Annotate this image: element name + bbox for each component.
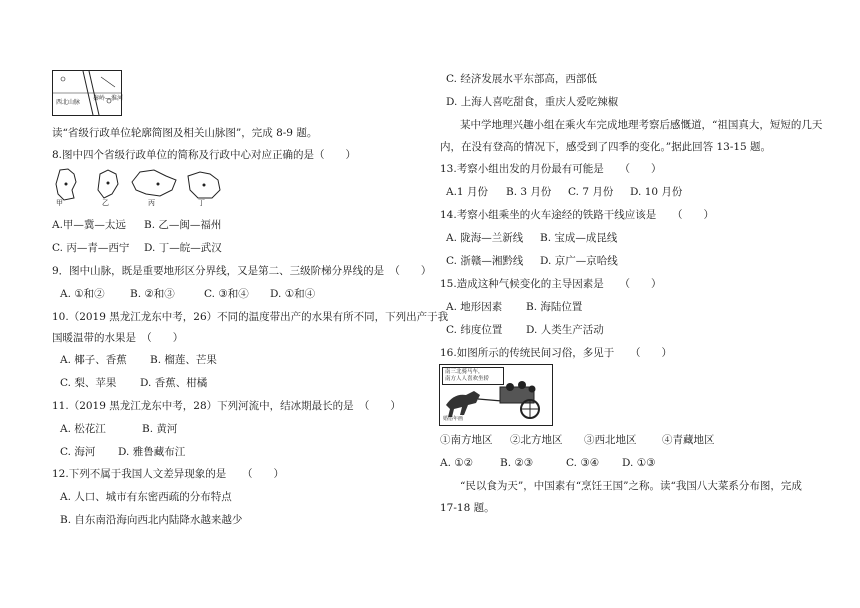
q14-option-d: D. 京广—京哈线 — [540, 255, 618, 267]
q11-option-a: A. 松花江 — [60, 423, 106, 435]
mountain-label-b: 秦岭—淮河 — [93, 95, 124, 102]
q16-region-1: ①南方地区 — [440, 434, 493, 446]
q12-option-a: A. 人口、城市有东密西疏的分布特点 — [60, 491, 232, 503]
q16-option-d: D. ①③ — [622, 457, 656, 469]
q10-option-a: A. 椰子、香蕉 — [60, 354, 127, 366]
q10-stem-2: 国暖温带的水果是 （ ） — [52, 332, 184, 344]
province-yi-label: 乙 — [102, 199, 109, 207]
q10-stem-1: 10.（2019 黑龙江龙东中考，26）不同的温度带出产的水果有所不同，下列出产于我 — [52, 311, 449, 323]
q9-option-a: A. ①和② — [60, 288, 105, 300]
q12-stem: 12.下列不属于我国人文差异现象的是 （ ） — [52, 468, 284, 480]
picture-caption-2: 南方人人喜欢坐轿 — [445, 376, 490, 382]
passage-line-2: 内，在没有登高的情况下，感受到了四季的变化。”据此回答 13-15 题。 — [440, 141, 772, 153]
passage-line-1: 某中学地理兴趣小组在乘火车完成地理考察后感慨道，“祖国真大，短短的几天 — [460, 119, 823, 131]
q9-option-b: B. ②和③ — [130, 288, 175, 300]
mountain-label-a: 西北山脉 — [56, 99, 81, 106]
q10-option-d: D. 香蕉、柑橘 — [140, 377, 208, 389]
picture-footer: 婚俗年画 — [443, 416, 464, 422]
province-ding-shape — [184, 168, 224, 202]
q16-region-4: ④青藏地区 — [662, 434, 715, 446]
mountain-figure-lines — [53, 71, 124, 115]
q10-option-b: B. 榴莲、芒果 — [150, 354, 217, 366]
folk-custom-picture — [439, 364, 553, 426]
q8-option-c: C. 丙—青—西宁 — [52, 242, 130, 254]
q16-option-b: B. ②③ — [500, 457, 534, 469]
province-yi-shape — [94, 168, 124, 202]
mountain-figure — [52, 70, 122, 116]
q16-stem: 16.如图所示的传统民间习俗，多见于 （ ） — [440, 347, 672, 359]
q12-option-b: B. 自东南沿海向西北内陆降水越来越少 — [60, 514, 243, 526]
q13-option-b: B. 3 月份 — [506, 186, 552, 198]
q11-option-c: C. 海河 — [60, 446, 96, 458]
q8-option-d: D. 丁—皖—武汉 — [144, 242, 222, 254]
q13-stem: 13.考察小组出发的月份最有可能是 （ ） — [440, 163, 662, 175]
q12-option-d: D. 上海人喜吃甜食，重庆人爱吃辣椒 — [446, 96, 619, 108]
q16-region-2: ②北方地区 — [510, 434, 563, 446]
q11-option-d: D. 雅鲁藏布江 — [118, 446, 186, 458]
province-outlines — [52, 168, 232, 208]
q9-option-d: D. ①和④ — [270, 288, 316, 300]
q14-option-a: A. 陇海—兰新线 — [446, 232, 524, 244]
province-jia-label: 甲 — [56, 199, 63, 207]
q8-stem: 8.图中四个省级行政单位的简称及行政中心对应正确的是（ ） — [52, 149, 357, 161]
q16-option-a: A. ①② — [440, 457, 474, 469]
q15-option-a: A. 地形因素 — [446, 301, 503, 313]
q15-option-c: C. 纬度位置 — [446, 324, 503, 336]
q15-option-d: D. 人类生产活动 — [526, 324, 604, 336]
q8-option-b: B. 乙—闽—福州 — [144, 219, 222, 231]
q13-option-d: D. 10 月份 — [630, 186, 683, 198]
q15-option-b: B. 海陆位置 — [526, 301, 583, 313]
q15-stem: 15.造成这种气候变化的主导因素是 （ ） — [440, 278, 662, 290]
province-bing-shape — [130, 168, 178, 202]
province-bing-label: 丙 — [148, 199, 155, 207]
province-jia-shape — [52, 168, 82, 202]
picture-caption-1: 南三北骑马车， — [445, 369, 484, 375]
intro-8-9: 读“省级行政单位轮廓简图及相关山脉图”，完成 8-9 题。 — [52, 127, 318, 139]
q14-stem: 14.考察小组乘坐的火车途经的铁路干线应该是 （ ） — [440, 209, 714, 221]
passage-line-4: 17-18 题。 — [440, 502, 495, 514]
q9-stem: 9．图中山脉，既是重要地形区分界线，又是第二、三级阶梯分界线的是 （ ） — [52, 265, 432, 277]
q10-option-c: C. 梨、苹果 — [60, 377, 117, 389]
q11-stem: 11.（2019 黑龙江龙东中考，28）下列河流中，结冰期最长的是 （ ） — [52, 400, 401, 412]
q11-option-b: B. 黄河 — [142, 423, 178, 435]
q13-option-a: A.1 月份 — [446, 186, 488, 198]
q14-option-b: B. 宝成—成昆线 — [540, 232, 618, 244]
q12-option-c: C. 经济发展水平东部高，西部低 — [446, 73, 597, 85]
q16-region-3: ③西北地区 — [584, 434, 637, 446]
province-ding-label: 丁 — [198, 199, 205, 207]
q8-option-a: A.甲—冀—太远 — [52, 219, 126, 231]
q9-option-c: C. ③和④ — [204, 288, 249, 300]
passage-line-3: “民以食为天”，中国素有“烹饪王国”之称。读“我国八大菜系分布图，完成 — [460, 480, 802, 492]
q13-option-c: C. 7 月份 — [568, 186, 614, 198]
q16-option-c: C. ③④ — [566, 457, 600, 469]
q14-option-c: C. 浙赣—湘黔线 — [446, 255, 524, 267]
